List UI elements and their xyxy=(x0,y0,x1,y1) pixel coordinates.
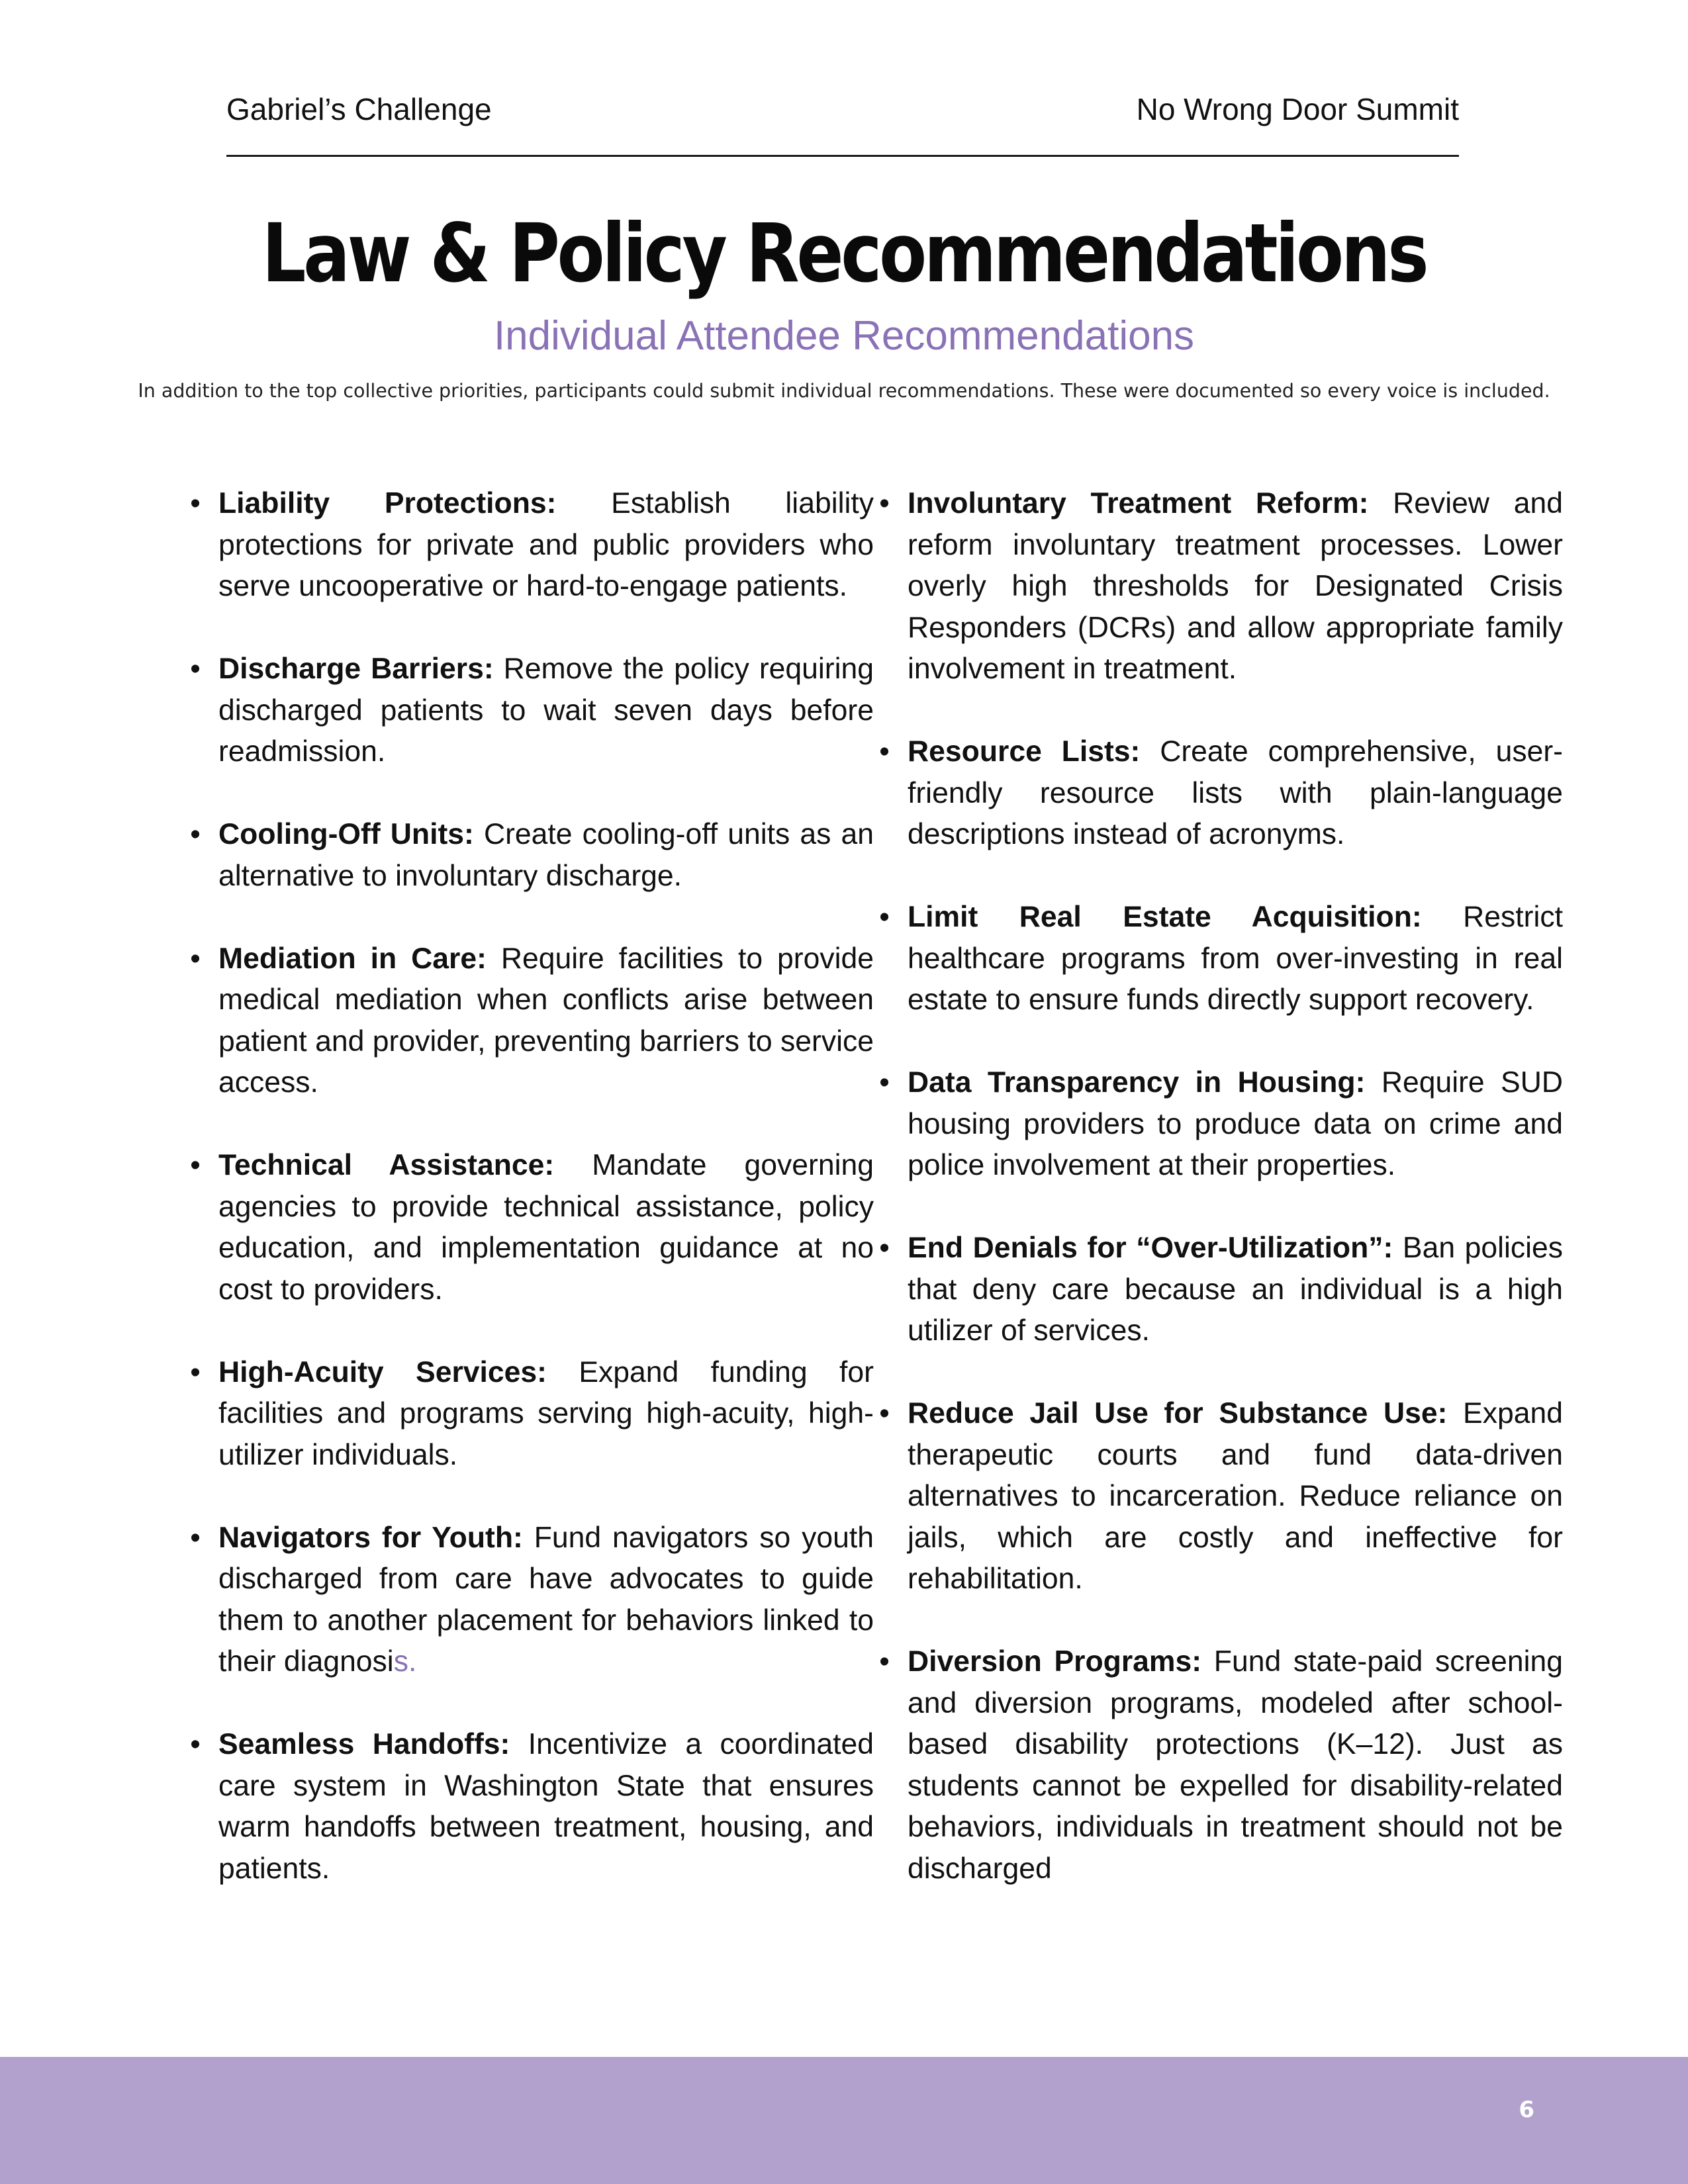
recommendation-text: Incentivize a coordinated care system in Washington State that ensures warm handoffs between treatment, housing, and patients. xyxy=(218,1728,874,1885)
recommendation-item xyxy=(190,1352,874,1477)
bullet-icon: • xyxy=(879,1397,890,1430)
bullet-icon: • xyxy=(879,1232,890,1264)
recommendation-label: Involuntary Treatment Reform: xyxy=(908,487,1369,520)
bullet-icon: • xyxy=(879,901,890,933)
recommendation-item xyxy=(190,483,874,608)
recommendation-item xyxy=(879,1393,1563,1600)
left-recommendation-list xyxy=(190,483,874,1931)
recommendation-item xyxy=(190,1518,874,1683)
recommendation-item xyxy=(190,1724,874,1889)
recommendation-label: Mediation in Care: xyxy=(218,942,487,975)
recommendation-label: Diversion Programs: xyxy=(908,1645,1202,1678)
recommendation-text: Require facilities to provide medical mediation when conflicts arise between patient and provider, preventing barriers to service access. xyxy=(218,942,874,1099)
recommendation-item xyxy=(190,649,874,773)
recommendation-label: Cooling-Off Units: xyxy=(218,818,474,850)
bullet-icon: • xyxy=(190,487,201,520)
recommendation-item xyxy=(190,814,874,897)
recommendation-item xyxy=(879,1228,1564,1352)
recommendation-label: Navigators for Youth: xyxy=(218,1521,523,1554)
recommendation-item xyxy=(879,731,1564,856)
recommendation-label: High-Acuity Services: xyxy=(218,1355,547,1388)
header-event-name: No Wrong Door Summit xyxy=(1136,92,1459,126)
recommendation-text: Create cooling-off units as an alternative to involuntary discharge. xyxy=(218,818,874,892)
recommendation-item xyxy=(879,897,1563,1021)
recommendation-item xyxy=(879,1641,1563,1889)
page-title: Law & Policy Recommendations xyxy=(261,206,1427,300)
recommendation-item xyxy=(879,1062,1564,1187)
recommendation-label: End Denials for “Over-Utilization”: xyxy=(908,1232,1393,1264)
recommendation-text: Review and reform involuntary treatment processes. Lower overly high thresholds for Designated Crisis Responders (DCRs) and allow appropriate family involvement in treatment. xyxy=(908,487,1563,685)
bullet-icon: • xyxy=(879,487,890,520)
bullet-icon: • xyxy=(879,1645,890,1678)
recommendation-text: Restrict healthcare programs from over-investing in real estate to ensure funds directly support recovery. xyxy=(908,901,1563,1016)
recommendation-text: Establish liability protections for private and public providers who serve uncooperative or hard-to-engage patients. xyxy=(218,487,874,602)
header-document-title: Gabriel’s Challenge xyxy=(226,92,492,126)
recommendation-text: Remove the policy requiring discharged patients to wait seven days before readmission. xyxy=(218,653,874,768)
recommendation-text: Ban policies that deny care because an individual is a high utilizer of services. xyxy=(908,1232,1564,1347)
recommendation-label: Discharge Barriers: xyxy=(218,653,494,685)
page-subtitle: Individual Attendee Recommendations xyxy=(493,313,1195,359)
bullet-icon: • xyxy=(190,1728,201,1760)
recommendation-text: Fund navigators so youth discharged from care have advocates to guide them to another placement for behaviors linked to their diagnosi xyxy=(218,1521,874,1678)
recommendation-text: Fund state-paid screening and diversion programs, modeled after school-based disability protections (K–12). Just as students cannot be expelled for disability-related behaviors, individuals in treatment should not be discharged xyxy=(908,1645,1563,1885)
recommendation-text: Require SUD housing providers to produce data on crime and police involvement at their properties. xyxy=(908,1066,1564,1181)
recommendation-label: Data Transparency in Housing: xyxy=(908,1066,1366,1099)
recommendation-label: Seamless Handoffs: xyxy=(218,1728,510,1760)
recommendation-label: Technical Assistance: xyxy=(218,1149,555,1181)
recommendation-label: Resource Lists: xyxy=(908,735,1141,768)
bullet-icon: • xyxy=(190,653,201,685)
recommendation-label: Liability Protections: xyxy=(218,487,557,520)
bullet-icon: • xyxy=(190,1355,201,1388)
recommendation-text: Create comprehensive, user-friendly resource lists with plain-language descriptions instead of acronyms. xyxy=(908,735,1564,850)
bullet-icon: • xyxy=(190,818,201,850)
recommendation-item xyxy=(190,1145,874,1310)
right-recommendation-list xyxy=(879,483,1564,1931)
bullet-icon: • xyxy=(190,942,201,975)
bullet-icon: • xyxy=(190,1149,201,1181)
footer-band xyxy=(0,2057,1688,2184)
page-header xyxy=(226,91,1459,157)
recommendation-label: Reduce Jail Use for Substance Use: xyxy=(908,1397,1448,1430)
recommendation-text-accent: s. xyxy=(393,1645,417,1678)
recommendation-text: Expand therapeutic courts and fund data-driven alternatives to incarceration. Reduce reliance on jails, which are costly and ineffective for rehabilitation. xyxy=(908,1397,1563,1595)
recommendation-text: Expand funding for facilities and programs serving high-acuity, high-utilizer individuals. xyxy=(218,1355,874,1471)
recommendation-text: Mandate governing agencies to provide technical assistance, policy education, and implementation guidance at no cost to providers. xyxy=(218,1149,874,1306)
bullet-icon: • xyxy=(190,1521,201,1554)
intro-paragraph: In addition to the top collective priorities, participants could submit individual recommendations. These were documented so every voice is included. xyxy=(138,380,1550,402)
recommendation-item xyxy=(879,483,1563,690)
recommendation-label: Limit Real Estate Acquisition: xyxy=(908,901,1422,933)
page-number: 6 xyxy=(1519,2097,1534,2123)
recommendation-item xyxy=(190,938,874,1104)
bullet-icon: • xyxy=(879,1066,890,1099)
bullet-icon: • xyxy=(879,735,890,768)
